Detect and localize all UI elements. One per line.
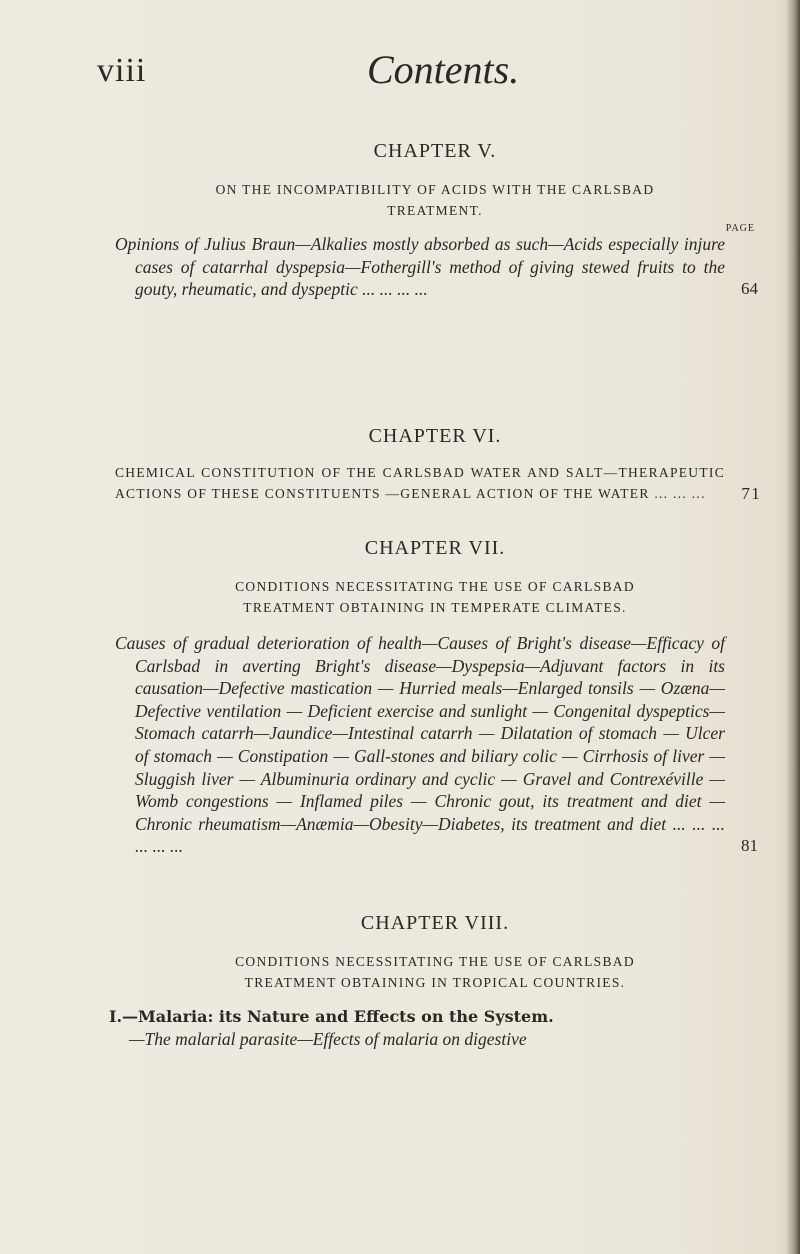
chapter-vii-subtitle-line2: TREATMENT OBTAINING IN TEMPERATE CLIMATES.	[243, 600, 627, 615]
chapter-v-section	[115, 140, 758, 301]
chapter-vii-subtitle-line1: CONDITIONS NECESSITATING THE USE OF CARLSBAD	[235, 579, 635, 594]
chapter-v-subtitle-line2: TREATMENT.	[387, 203, 483, 218]
page-column-label: PAGE	[725, 223, 755, 234]
section-text-malaria: —The malarial parasite—Effects of malaria on digestive	[129, 1029, 527, 1049]
chapter-vii-title: CHAPTER VII.	[364, 537, 506, 559]
chapter-vii-entry: Causes of gradual deterioration of health—Causes of Bright's disease—Efficacy of Carlsbad in averting Bright's disease—Dyspepsia—Adjuvant factors in its causation—Defective mastication — Hurried meals—Enlarged tonsils — Ozæna—Defective ventilation — Deficient exercise and sunlight — Congenital dyspeptics—Stomach catarrh—Jaundice—Intestinal catarrh — Dilatation of stomach — Ulcer of stomach — Constipation — Gall-stones and biliary colic — Cirrhosis of liver — Sluggish liver — Albuminuria ordinary and cyclic — Gravel and Contrexéville — Womb congestions — Inflamed piles — Chronic gout, its treatment and diet — Chronic rheumatism—Anæmia—Obesity—Diabetes, its treatment and diet ... ... ... ... ... ... 81	[115, 633, 758, 857]
chapter-viii-subtitle-line1: CONDITIONS NECESSITATING THE USE OF CARLSBAD	[235, 954, 635, 969]
chapter-vi-subtitle	[115, 462, 761, 504]
page-edge-shadow	[786, 0, 800, 1254]
chapter-viii-section	[109, 912, 755, 1051]
section-heading-malaria: I.—Malaria: its Nature and Effects on the System.	[109, 1007, 554, 1026]
chapter-vi-subtitle-text: CHEMICAL CONSTITUTION OF THE CARLSBAD WATER AND SALT—THERAPEUTIC ACTIONS OF THESE CONSTITUENTS —GENERAL ACTION OF THE WATER ... ... ...	[115, 465, 725, 501]
chapter-vii-entry-text: Causes of gradual deterioration of health—Causes of Bright's disease—Efficacy of Carlsbad in averting Bright's disease—Dyspepsia—Adjuvant factors in its causation—Defective mastication — Hurried meals—Enlarged tonsils — Ozæna—Defective ventilation — Deficient exercise and sunlight — Congenital dyspeptics—Stomach catarrh—Jaundice—Intestinal catarrh — Dilatation of stomach — Ulcer of stomach — Constipation — Gall-stones and biliary colic — Cirrhosis of liver — Sluggish liver — Albuminuria ordinary and cyclic — Gravel and Contrexéville — Womb congestions — Inflamed piles — Chronic gout, its treatment and diet — Chronic rheumatism—Anæmia—Obesity—Diabetes, its treatment and diet ... ... ... ... ... ...	[115, 633, 725, 857]
chapter-vii-section	[115, 537, 758, 858]
chapter-vi-page-number: 71	[741, 484, 761, 503]
chapter-viii-subtitle-line2: TREATMENT OBTAINING IN TROPICAL COUNTRIES.	[244, 975, 626, 990]
chapter-v-title: CHAPTER V.	[373, 140, 497, 162]
running-head-title: Contents.	[367, 47, 520, 92]
chapter-v-subtitle-line1: ON THE INCOMPATIBILITY OF ACIDS WITH THE CARLSBAD	[215, 182, 655, 197]
chapter-viii-title: CHAPTER VIII.	[360, 912, 510, 934]
chapter-v-entry: Opinions of Julius Braun—Alkalies mostly absorbed as such—Acids especially injure cases of catarrhal dyspepsia—Fothergill's method of giving stewed fruits to the gouty, rheumatic, and dyspeptic ... ... ... ... 64	[115, 234, 758, 300]
chapter-v-entry-text: Opinions of Julius Braun—Alkalies mostly absorbed as such—Acids especially injure cases of catarrhal dyspepsia—Fothergill's method of giving stewed fruits to the gouty, rheumatic, and dyspeptic ... ... ... ...	[115, 234, 725, 300]
page-folio: viii	[97, 52, 147, 89]
chapter-vi-title: CHAPTER VI.	[368, 425, 502, 447]
running-head	[97, 46, 755, 96]
chapter-vi-section	[115, 425, 761, 504]
